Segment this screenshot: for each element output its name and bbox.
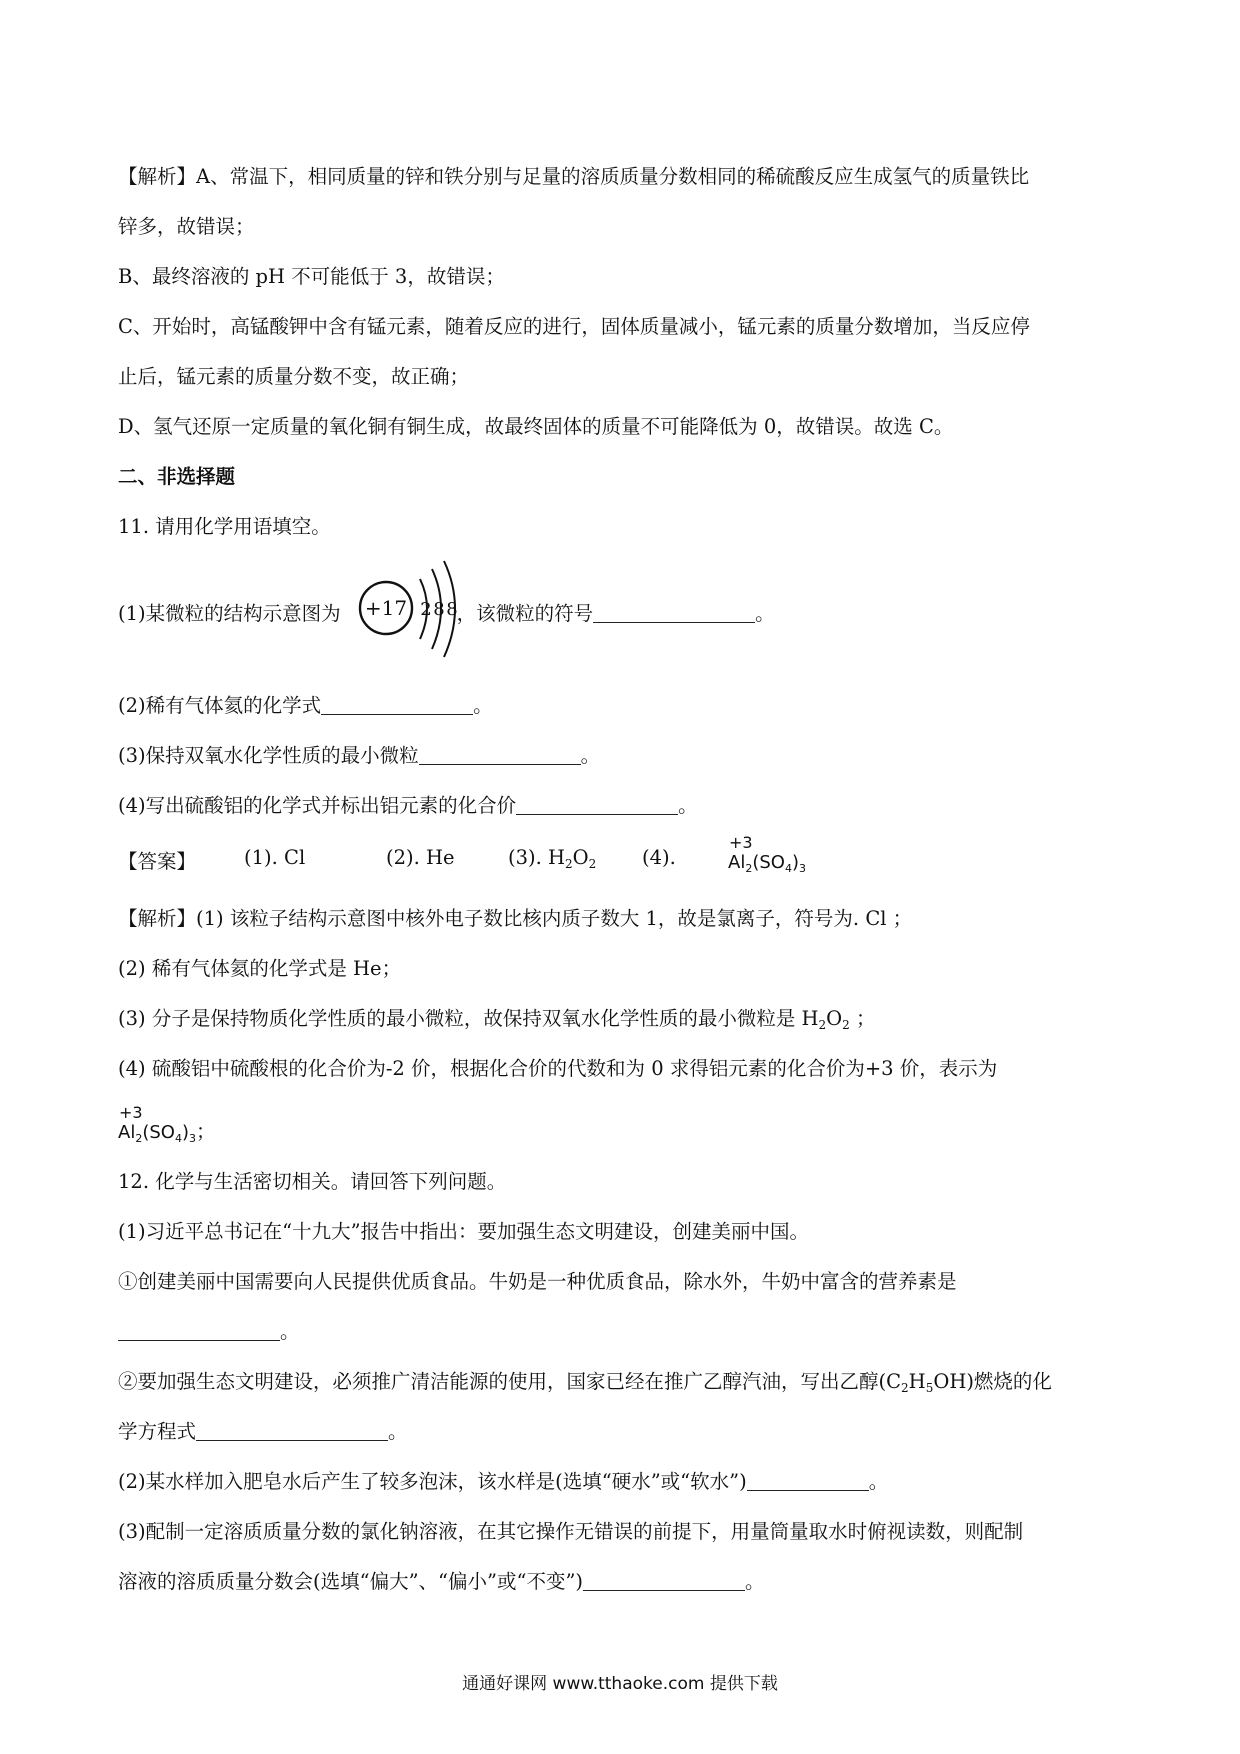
- section-title: 二、非选择题: [118, 465, 236, 488]
- q12-part1b-line2-text: 学方程式: [118, 1420, 197, 1443]
- q12-part3-end: 。: [745, 1570, 765, 1593]
- q12-part1b-prefix: ②要加强生态文明建设，必须推广清洁能源的使用，国家已经在推广乙醇汽油，写出乙醇(C: [118, 1370, 902, 1393]
- answer-2: (2). He: [386, 846, 455, 869]
- formula2-element: Al: [118, 1122, 136, 1143]
- answer-4-label: (4).: [642, 846, 676, 869]
- shell-electrons-1: 2: [420, 599, 432, 620]
- formula2-close: ): [181, 1122, 189, 1143]
- q12-part2-text: (2)某水样加入肥皂水后产生了较多泡沫，该水样是(选填“硬水”或“软水”): [118, 1470, 747, 1493]
- formula-sub3: 3: [798, 862, 806, 875]
- q12-part1b: [118, 1366, 1052, 1395]
- q12-blank-4[interactable]: [583, 1570, 745, 1591]
- valence-mark-2: +3: [119, 1103, 143, 1122]
- q11-explain-1: 【解析】(1) 该粒子结构示意图中核外电子数比核内质子数大 1，故是氯离子，符号为. Cl ；: [118, 907, 913, 930]
- answer-3-sub2: 2: [588, 857, 597, 871]
- q12-part1b-sub1: 2: [901, 1381, 909, 1395]
- answer-3-mid: O: [572, 846, 589, 869]
- q11-explain-4: (4) 硫酸铝中硫酸根的化合价为-2 价，根据化合价的代数和为 0 求得铝元素的化合价为+3 价，表示为: [118, 1057, 998, 1080]
- q11-part3: [118, 740, 600, 768]
- formula-sub2: 4: [784, 862, 792, 875]
- shell-electrons-3: 8: [446, 599, 458, 620]
- formula2-sub3: 3: [188, 1132, 196, 1145]
- shell-electrons-2: 8: [433, 599, 445, 620]
- q12-part1b-sub2: 5: [925, 1381, 934, 1395]
- q11-part3-text: (3)保持双氧水化学性质的最小微粒: [118, 744, 419, 767]
- q12-part1: (1)习近平总书记在“十九大”报告中指出：要加强生态文明建设，创建美丽中国。: [118, 1220, 810, 1243]
- page-footer: 通通好课网 www.tthaoke.com 提供下载: [462, 1674, 778, 1694]
- q11-part4-text: (4)写出硫酸铝的化学式并标出铝元素的化合价: [118, 794, 517, 817]
- q11-explain-3-sub2: 2: [842, 1018, 850, 1032]
- q11-part1-suffix: ，该微粒的符号: [456, 602, 594, 625]
- formula2-sub2: 4: [174, 1132, 182, 1145]
- q11-blank-3[interactable]: [419, 744, 581, 765]
- atom-structure-diagram: [358, 555, 476, 665]
- q12-part1b-line2: [118, 1416, 408, 1444]
- q11-explain-2: (2) 稀有气体氦的化学式是 He；: [118, 957, 402, 980]
- q11-explain-4-formula: [118, 1103, 216, 1145]
- analysis-line-5: 止后，锰元素的质量分数不变，故正确；: [118, 365, 470, 388]
- answer-1: (1). Cl: [244, 846, 306, 869]
- q11-blank-4[interactable]: [516, 794, 678, 815]
- q11-part2-text: (2)稀有气体氦的化学式: [118, 694, 322, 717]
- formula2-group: (SO: [142, 1122, 175, 1143]
- q12-blank-3[interactable]: [747, 1470, 869, 1491]
- q12-part3-text: 溶液的溶质质量分数会(选填“偏大”、“偏小”或“不变”): [118, 1570, 584, 1593]
- analysis-line-1: 【解析】A、常温下，相同质量的锌和铁分别与足量的溶质质量分数相同的稀硫酸反应生成氢气的质量铁比: [118, 165, 1030, 188]
- q11-part2: [118, 690, 493, 718]
- q12-part1b-end: 。: [388, 1420, 408, 1443]
- q12-part1a: ①创建美丽中国需要向人民提供优质食品。牛奶是一种优质食品，除水外，牛奶中富含的营养素是: [118, 1270, 957, 1293]
- valence-mark: +3: [729, 833, 753, 852]
- q11-explain-3-end: ；: [849, 1007, 876, 1030]
- q11-explain-3-mid: O: [826, 1007, 843, 1030]
- q12-part3-line1: (3)配制一定溶质质量分数的氯化钠溶液，在其它操作无错误的前提下，用量筒量取水时俯视读数，则配制: [118, 1520, 1024, 1543]
- formula2-sub1: 2: [135, 1132, 143, 1145]
- answer-3: [508, 846, 596, 871]
- analysis-line-2: 锌多，故错误；: [118, 215, 255, 238]
- formula-element: Al: [728, 852, 746, 873]
- q12-blank-1[interactable]: [118, 1320, 280, 1341]
- q12-part1a-end: 。: [280, 1320, 300, 1343]
- formula-close: ): [791, 852, 799, 873]
- formula-sub1: 2: [745, 862, 753, 875]
- q11-explain-3-sub1: 2: [818, 1018, 827, 1032]
- q11-part1-prefix: (1)某微粒的结构示意图为: [118, 602, 341, 625]
- answer-4-formula: [728, 833, 806, 875]
- q11-part4-end: 。: [678, 794, 698, 817]
- q12-part3-line2: [118, 1566, 765, 1594]
- q12-blank-2[interactable]: [196, 1420, 388, 1441]
- q12-part1b-mid: H: [908, 1370, 926, 1393]
- q12-part1a-answer: [118, 1316, 300, 1344]
- formula-group: (SO: [752, 852, 785, 873]
- answer-label: 【答案】: [118, 850, 197, 873]
- q12-part1b-suffix: OH)燃烧的化: [933, 1370, 1052, 1393]
- q11-explain-3-prefix: (3) 分子是保持物质化学性质的最小微粒，故保持双氧水化学性质的最小微粒是 H: [118, 1007, 819, 1030]
- q12-stem: 12. 化学与生活密切相关。请回答下列问题。: [118, 1170, 507, 1193]
- answer-3-sub1: 2: [565, 857, 573, 871]
- q11-explain-3: [118, 1003, 876, 1032]
- q11-part1-end: 。: [755, 602, 775, 625]
- q11-part4: [118, 790, 698, 818]
- q11-part2-end: 。: [473, 694, 493, 717]
- q11-blank-1[interactable]: [593, 602, 755, 623]
- q12-part2-end: 。: [868, 1470, 889, 1493]
- q11-blank-2[interactable]: [321, 694, 473, 715]
- q11-stem: 11. 请用化学用语填空。: [118, 515, 331, 538]
- q11-explain-4-end: ；: [195, 1120, 216, 1143]
- analysis-line-6: D、氢气还原一定质量的氧化铜有铜生成，故最终固体的质量不可能降低为 0，故错误。故选 C。: [118, 415, 954, 438]
- q12-part2: [118, 1466, 888, 1494]
- analysis-line-3: B、最终溶液的 pH 不可能低于 3，故错误；: [118, 265, 505, 288]
- nucleus-charge: +17: [364, 596, 408, 620]
- answer-3-prefix: (3). H: [508, 846, 566, 869]
- analysis-line-4: C、开始时，高锰酸钾中含有锰元素，随着反应的进行，固体质量减小，锰元素的质量分数增加，当反应停: [118, 315, 1030, 338]
- q11-part3-end: 。: [580, 744, 601, 767]
